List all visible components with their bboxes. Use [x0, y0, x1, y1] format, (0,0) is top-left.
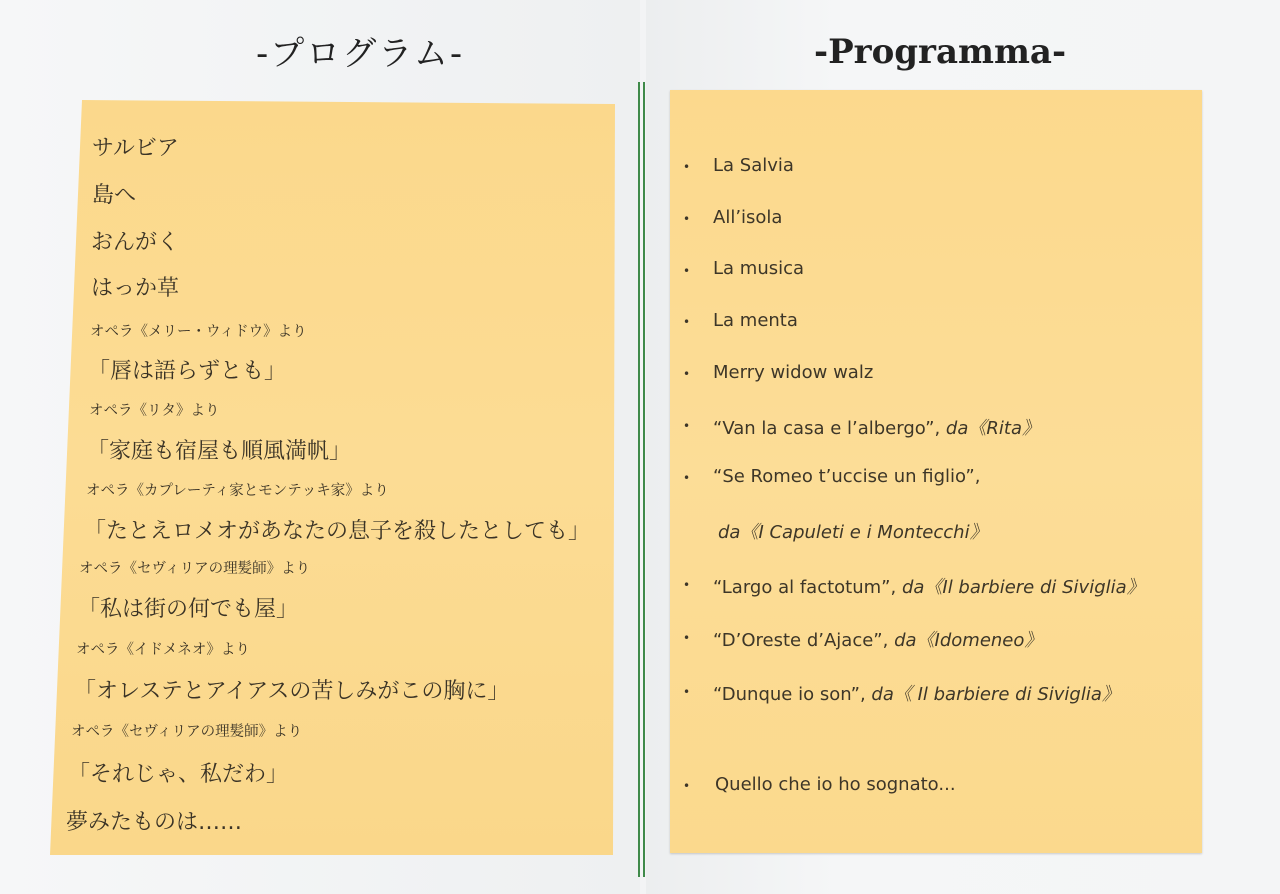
opera-source-ja: オペラ《メリー・ウィドウ》より: [90, 324, 307, 340]
opera-source-ja: オペラ《カプレーティ家とモンテッキ家》より: [86, 483, 389, 499]
bullet-icon: •: [683, 367, 691, 381]
bullet-icon: •: [683, 779, 691, 793]
bullet-icon: •: [683, 631, 691, 645]
program-item-it: “Van la casa e l’albergo”, da《Rita》: [713, 418, 1040, 439]
bullet-icon: •: [683, 212, 691, 226]
opera-source-ja: オペラ《リタ》より: [89, 403, 220, 419]
opera-source-it: da《I Capuleti e i Montecchi》: [718, 522, 988, 543]
program-item-ja: サルビア: [92, 136, 179, 161]
program-item-it: La Salvia: [713, 155, 794, 176]
program-item-ja: 夢みたものは……: [66, 810, 243, 835]
program-item-it: “Se Romeo t’uccise un figlio”,: [713, 466, 981, 487]
bullet-icon: •: [683, 315, 691, 329]
program-item-it: All’isola: [713, 207, 783, 228]
program-item-ja: おんがく: [91, 230, 180, 255]
aria-title-ja: 「私は街の何でも屋」: [78, 597, 299, 622]
bullet-icon: •: [683, 160, 691, 174]
aria-title-ja: 「オレステとアイアスの苦しみがこの胸に」: [74, 679, 510, 704]
aria-title-ja: 「家庭も宿屋も順風満帆」: [87, 439, 352, 464]
opera-source-it: da《Rita》: [945, 418, 1040, 439]
japanese-title: -プログラム-: [256, 34, 465, 74]
opera-source-ja: オペラ《セヴィリアの理髪師》より: [71, 724, 303, 740]
opera-source-ja: オペラ《イドメネオ》より: [76, 642, 250, 658]
aria-title-ja: 「それじゃ、私だわ」: [68, 762, 289, 787]
bullet-icon: •: [683, 685, 691, 699]
program-item-it: “Largo al factotum”, da《Il barbiere di Siviglia》: [713, 577, 1145, 598]
program-item-it: Merry widow walz: [713, 362, 874, 383]
opera-source-it: da《 Il barbiere di Siviglia》: [871, 684, 1120, 705]
program-item-ja: はっか草: [91, 276, 180, 301]
opera-source-it: da《Idomeneo》: [894, 630, 1043, 651]
center-fold-line: [638, 82, 640, 877]
program-item-ja: 島へ: [92, 183, 137, 208]
program-item-it: “Dunque io son”, da《 Il barbiere di Siviglia》: [713, 684, 1120, 705]
aria-title-ja: 「たとえロメオがあなたの息子を殺したとしても」: [84, 519, 591, 544]
bullet-icon: •: [683, 419, 691, 433]
bullet-icon: •: [683, 471, 691, 485]
opera-source-ja: オペラ《セヴィリアの理髪師》より: [79, 561, 311, 577]
program-item-it: La musica: [713, 258, 805, 279]
program-item-it: “D’Oreste d’Ajace”, da《Idomeneo》: [713, 630, 1043, 651]
italian-title: -Programma-: [814, 32, 1067, 72]
opera-source-it: da《Il barbiere di Siviglia》: [901, 577, 1145, 598]
bullet-icon: •: [683, 578, 691, 592]
center-fold-line: [643, 82, 645, 877]
program-item-it-continuation: [718, 518, 988, 544]
aria-title-ja: 「唇は語らずとも」: [88, 359, 287, 384]
program-item-it: Quello che io ho sognato...: [715, 774, 956, 795]
bullet-icon: •: [683, 264, 691, 278]
program-item-it: La menta: [713, 310, 798, 331]
